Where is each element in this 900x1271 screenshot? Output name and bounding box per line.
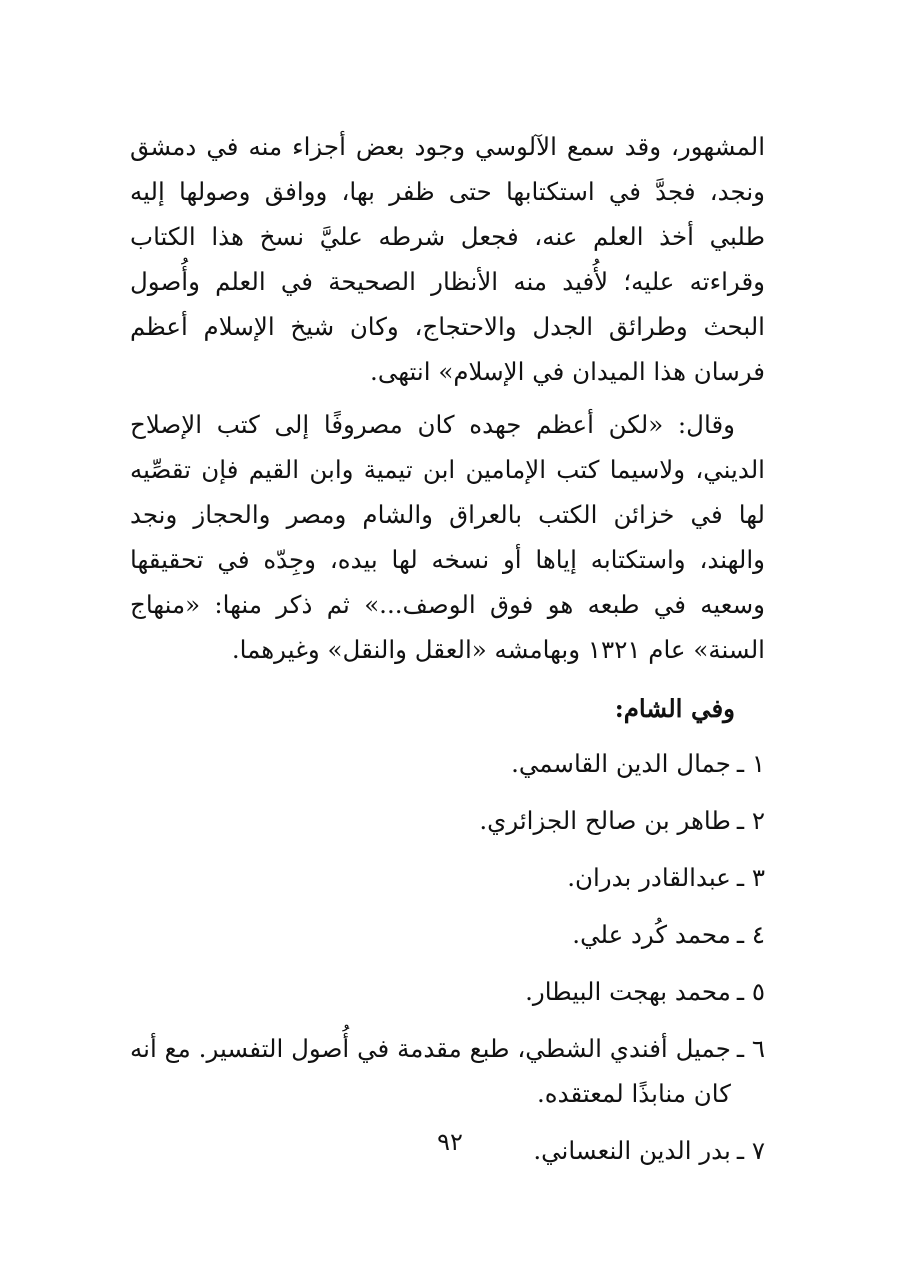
list-item (130, 912, 765, 957)
list-item-text: جمال الدين القاسمي. (511, 749, 731, 778)
list-item-number: ٧ ـ (736, 1136, 765, 1165)
list-item-text: بدر الدين النعساني. (533, 1136, 731, 1165)
scholars-list (130, 741, 765, 1173)
list-item (130, 969, 765, 1014)
list-item-number: ١ ـ (736, 749, 765, 778)
list-item (130, 855, 765, 900)
list-item (130, 741, 765, 786)
paragraph-quote-end: المشهور، وقد سمع الآلوسي وجود بعض أجزاء منه في دمشق ونجد، فجدَّ في استكتابها حتى ظفر بها، ووافق وصولها إليه طلبي أخذ العلم عنه، فجعل شرطه عليَّ نسخ هذا الكتاب وقراءته عليه؛ لأُفيد منه الأنظار الصحيحة في العلم وأُصول البحث وطرائق الجدل والاحتجاج، وكان شيخ الإسلام أعظم فرسان هذا الميدان في الإسلام» انتهى. (130, 132, 765, 386)
list-item (130, 1026, 765, 1116)
list-item-number: ٦ ـ (736, 1034, 765, 1063)
list-item-text: عبدالقادر بدران. (567, 863, 731, 892)
list-item-number: ٥ ـ (736, 977, 765, 1006)
list-item-text: محمد بهجت البيطار. (525, 977, 731, 1006)
list-item-text: طاهر بن صالح الجزائري. (479, 806, 731, 835)
list-item-number: ٢ ـ (736, 806, 765, 835)
page-body (130, 124, 765, 1185)
list-item-text: محمد كُرد علي. (572, 920, 731, 949)
list-item-text: جميل أفندي الشطي، طبع مقدمة في أُصول التفسير. مع أنه كان منابذًا لمعتقده. (130, 1034, 731, 1108)
section-heading: وفي الشام: (614, 694, 735, 723)
list-item-number: ٤ ـ (736, 920, 765, 949)
list-item (130, 798, 765, 843)
paragraph-quote-start: وقال: «لكن أعظم جهده كان مصروفًا إلى كتب الإصلاح الديني، ولاسيما كتب الإمامين ابن تيمية وابن القيم فإن تقصِّيه لها في خزائن الكتب بالعراق والشام ومصر والحجاز ونجد والهند، واستكتابه إياها أو نسخه لها بيده، وجِدّه في تحقيقها وسعيه في طبعه هو فوق الوصف...» ثم ذكر منها: «منهاج السنة» عام ١٣٢١ وبهامشه «العقل والنقل» وغيرهما. (130, 410, 765, 664)
page-number: ٩٢ (437, 1128, 463, 1156)
list-item-number: ٣ ـ (736, 863, 765, 892)
